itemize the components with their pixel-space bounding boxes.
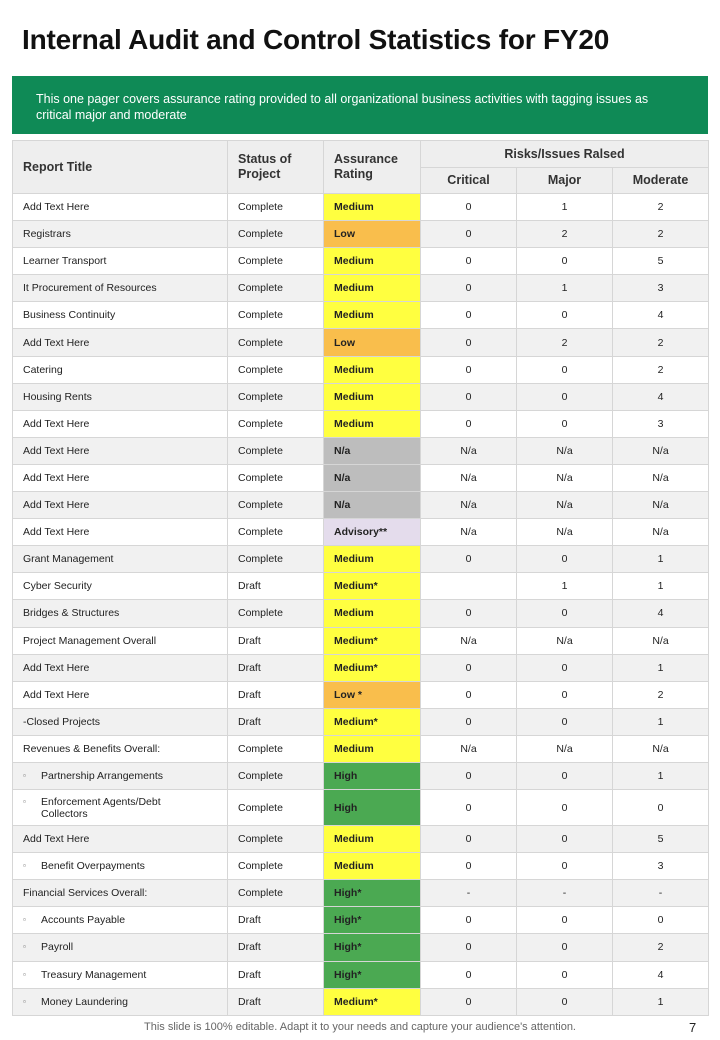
table-row [13,907,709,934]
major-count-cell: 0 [517,853,613,880]
status-cell: Complete [228,790,324,826]
moderate-count-cell: 1 [613,988,709,1015]
table-row [13,437,709,464]
report-title-cell: Add Text Here [13,464,228,491]
header-critical: Critical [421,168,517,194]
critical-count-cell: 0 [421,708,517,735]
status-cell: Complete [228,600,324,627]
critical-count-cell: 0 [421,654,517,681]
assurance-rating-cell: Medium [324,383,421,410]
major-count-cell: 0 [517,302,613,329]
moderate-count-cell: 0 [613,907,709,934]
assurance-rating-cell: N/a [324,437,421,464]
report-title-cell: Add Text Here [13,654,228,681]
critical-count-cell: - [421,880,517,907]
moderate-count-cell: 5 [613,826,709,853]
status-cell: Complete [228,248,324,275]
critical-count-cell: 0 [421,790,517,826]
report-title-text: Partnership Arrangements [41,770,163,783]
bullet-icon: ▫ [23,771,26,781]
status-cell: Draft [228,627,324,654]
status-cell: Complete [228,464,324,491]
moderate-count-cell: 3 [613,410,709,437]
assurance-rating-cell: Low [324,221,421,248]
status-cell: Complete [228,492,324,519]
major-count-cell: - [517,880,613,907]
status-cell: Draft [228,907,324,934]
major-count-cell: 0 [517,961,613,988]
bullet-icon: ▫ [23,861,26,871]
table-row [13,194,709,221]
footer-note: This slide is 100% editable. Adapt it to your needs and capture your audience's attention. [144,1021,576,1033]
major-count-cell: 0 [517,988,613,1015]
critical-count-cell: 0 [421,410,517,437]
moderate-count-cell: 2 [613,681,709,708]
moderate-count-cell: N/a [613,519,709,546]
major-count-cell: N/a [517,627,613,654]
major-count-cell: 0 [517,356,613,383]
moderate-count-cell: N/a [613,464,709,491]
moderate-count-cell: N/a [613,437,709,464]
table-row [13,464,709,491]
assurance-rating-cell: High [324,790,421,826]
critical-count-cell: N/a [421,464,517,491]
assurance-rating-cell: Medium [324,600,421,627]
table-row [13,735,709,762]
critical-count-cell: 0 [421,383,517,410]
assurance-rating-cell: Low [324,329,421,356]
status-cell: Complete [228,356,324,383]
report-title-cell: Cyber Security [13,573,228,600]
moderate-count-cell: 1 [613,654,709,681]
assurance-rating-cell: Medium [324,735,421,762]
report-title-cell [13,790,228,826]
critical-count-cell: 0 [421,329,517,356]
assurance-rating-cell: N/a [324,464,421,491]
status-cell: Complete [228,826,324,853]
table-row [13,961,709,988]
critical-count-cell: N/a [421,735,517,762]
bullet-icon: ▫ [23,969,26,979]
moderate-count-cell: 4 [613,302,709,329]
assurance-rating-cell: High [324,762,421,789]
status-cell: Complete [228,194,324,221]
page-title: Internal Audit and Control Statistics for FY20 [22,24,610,55]
page-number: 7 [689,1020,697,1035]
moderate-count-cell: 2 [613,329,709,356]
table-row [13,681,709,708]
status-cell: Complete [228,437,324,464]
report-title-cell: Add Text Here [13,681,228,708]
critical-count-cell: 0 [421,194,517,221]
assurance-rating-cell: Medium* [324,988,421,1015]
critical-count-cell: 0 [421,934,517,961]
report-title-cell [13,762,228,789]
report-title-cell [13,934,228,961]
assurance-rating-cell: High* [324,907,421,934]
report-title-cell: Grant Management [13,546,228,573]
report-title-cell: Business Continuity [13,302,228,329]
table-row [13,790,709,826]
moderate-count-cell: 1 [613,573,709,600]
table-row [13,988,709,1015]
status-cell: Complete [228,735,324,762]
major-count-cell: 0 [517,410,613,437]
header-status: Status of Project [228,141,324,194]
critical-count-cell: 0 [421,221,517,248]
status-cell: Complete [228,275,324,302]
audit-statistics-table [12,140,709,1016]
report-title-text: Money Laundering [41,995,128,1008]
major-count-cell: 0 [517,708,613,735]
major-count-cell: N/a [517,437,613,464]
status-cell: Complete [228,302,324,329]
moderate-count-cell: 2 [613,194,709,221]
moderate-count-cell: 4 [613,600,709,627]
table-row [13,356,709,383]
status-cell: Draft [228,708,324,735]
report-title-cell [13,961,228,988]
table-row [13,492,709,519]
major-count-cell: 0 [517,826,613,853]
critical-count-cell [421,573,517,600]
moderate-count-cell: 3 [613,853,709,880]
report-title-text: Payroll [41,941,74,954]
audit-table-body [13,194,709,1016]
header-moderate: Moderate [613,168,709,194]
table-row [13,600,709,627]
status-cell: Complete [228,762,324,789]
bullet-icon: ▫ [23,915,26,925]
moderate-count-cell: 1 [613,708,709,735]
status-cell: Complete [228,853,324,880]
moderate-count-cell: 3 [613,275,709,302]
major-count-cell: 1 [517,194,613,221]
table-row [13,853,709,880]
table-row [13,654,709,681]
major-count-cell: 2 [517,329,613,356]
report-title-cell: Revenues & Benefits Overall: [13,735,228,762]
critical-count-cell: 0 [421,853,517,880]
moderate-count-cell: 4 [613,383,709,410]
critical-count-cell: N/a [421,519,517,546]
header-report-title: Report Title [13,141,228,194]
table-row [13,826,709,853]
major-count-cell: 0 [517,681,613,708]
table-row [13,275,709,302]
critical-count-cell: N/a [421,492,517,519]
critical-count-cell: 0 [421,762,517,789]
critical-count-cell: 0 [421,988,517,1015]
assurance-rating-cell: Medium [324,275,421,302]
table-row [13,329,709,356]
header-major: Major [517,168,613,194]
assurance-rating-cell: Medium* [324,573,421,600]
report-title-cell: Learner Transport [13,248,228,275]
table-row [13,410,709,437]
table-row [13,248,709,275]
critical-count-cell: 0 [421,546,517,573]
status-cell: Complete [228,383,324,410]
report-title-cell: Catering [13,356,228,383]
bullet-icon: ▫ [23,796,26,806]
critical-count-cell: 0 [421,907,517,934]
moderate-count-cell: 2 [613,356,709,383]
assurance-rating-cell: Medium [324,248,421,275]
report-title-text: Accounts Payable [41,914,126,927]
report-title-text: Benefit Overpayments [41,860,145,873]
table-row [13,221,709,248]
report-title-cell: -Closed Projects [13,708,228,735]
major-count-cell: N/a [517,519,613,546]
table-row [13,762,709,789]
major-count-cell: 0 [517,546,613,573]
major-count-cell: 1 [517,573,613,600]
report-title-cell: Add Text Here [13,492,228,519]
report-title-cell [13,907,228,934]
major-count-cell: N/a [517,735,613,762]
report-title-cell: Add Text Here [13,519,228,546]
moderate-count-cell: 5 [613,248,709,275]
moderate-count-cell: 4 [613,961,709,988]
report-title-cell: Bridges & Structures [13,600,228,627]
status-cell: Draft [228,988,324,1015]
table-row [13,627,709,654]
assurance-rating-cell: Medium [324,826,421,853]
assurance-rating-cell: Medium [324,302,421,329]
report-title-cell: It Procurement of Resources [13,275,228,302]
table-row [13,302,709,329]
moderate-count-cell: 2 [613,221,709,248]
critical-count-cell: 0 [421,681,517,708]
header-risks-group: Risks/Issues Ralsed [421,141,709,168]
major-count-cell: 0 [517,383,613,410]
report-title-text: Treasury Management [41,968,147,981]
table-row [13,546,709,573]
moderate-count-cell: N/a [613,492,709,519]
assurance-rating-cell: Advisory** [324,519,421,546]
assurance-rating-cell: High* [324,961,421,988]
report-title-cell: Add Text Here [13,329,228,356]
report-title-cell: Housing Rents [13,383,228,410]
moderate-count-cell: 1 [613,762,709,789]
report-title-cell: Financial Services Overall: [13,880,228,907]
status-cell: Draft [228,681,324,708]
status-cell: Complete [228,329,324,356]
status-cell: Draft [228,961,324,988]
assurance-rating-cell: Medium [324,194,421,221]
report-title-cell: Registrars [13,221,228,248]
status-cell: Complete [228,880,324,907]
assurance-rating-cell: Medium [324,853,421,880]
major-count-cell: 1 [517,275,613,302]
summary-text: This one pager covers assurance rating provided to all organizational business activities with tagging issues as critical major and moderate [36,92,649,122]
report-title-cell: Add Text Here [13,410,228,437]
report-title-cell: Project Management Overall [13,627,228,654]
major-count-cell: N/a [517,492,613,519]
header-assurance-rating: Assurance Rating [324,141,421,194]
major-count-cell: 0 [517,790,613,826]
status-cell: Complete [228,410,324,437]
bullet-icon: ▫ [23,996,26,1006]
assurance-rating-cell: Medium* [324,627,421,654]
critical-count-cell: 0 [421,275,517,302]
assurance-rating-cell: High* [324,880,421,907]
moderate-count-cell: N/a [613,735,709,762]
assurance-rating-cell: N/a [324,492,421,519]
report-title-cell: Add Text Here [13,437,228,464]
report-title-text: Enforcement Agents/Debt Collectors [41,795,161,820]
status-cell: Complete [228,519,324,546]
assurance-rating-cell: Medium [324,356,421,383]
assurance-rating-cell: Medium* [324,708,421,735]
critical-count-cell: 0 [421,961,517,988]
major-count-cell: 0 [517,907,613,934]
major-count-cell: 2 [517,221,613,248]
major-count-cell: 0 [517,654,613,681]
assurance-rating-cell: Medium [324,410,421,437]
status-cell: Draft [228,934,324,961]
summary-banner [12,76,708,134]
major-count-cell: 0 [517,600,613,627]
report-title-cell: Add Text Here [13,194,228,221]
assurance-rating-cell: Low * [324,681,421,708]
critical-count-cell: 0 [421,600,517,627]
report-title-cell [13,988,228,1015]
critical-count-cell: 0 [421,248,517,275]
critical-count-cell: N/a [421,437,517,464]
report-title-cell [13,853,228,880]
report-title-cell: Add Text Here [13,826,228,853]
major-count-cell: 0 [517,762,613,789]
critical-count-cell: 0 [421,356,517,383]
major-count-cell: 0 [517,934,613,961]
assurance-rating-cell: Medium* [324,654,421,681]
table-row [13,573,709,600]
critical-count-cell: N/a [421,627,517,654]
table-row [13,383,709,410]
major-count-cell: 0 [517,248,613,275]
status-cell: Complete [228,221,324,248]
status-cell: Draft [228,654,324,681]
moderate-count-cell: 1 [613,546,709,573]
major-count-cell: N/a [517,464,613,491]
critical-count-cell: 0 [421,302,517,329]
table-row [13,519,709,546]
bullet-icon: ▫ [23,942,26,952]
assurance-rating-cell: Medium [324,546,421,573]
table-row [13,880,709,907]
status-cell: Complete [228,546,324,573]
table-row [13,708,709,735]
moderate-count-cell: - [613,880,709,907]
status-cell: Draft [228,573,324,600]
moderate-count-cell: 2 [613,934,709,961]
moderate-count-cell: N/a [613,627,709,654]
assurance-rating-cell: High* [324,934,421,961]
critical-count-cell: 0 [421,826,517,853]
moderate-count-cell: 0 [613,790,709,826]
table-row [13,934,709,961]
